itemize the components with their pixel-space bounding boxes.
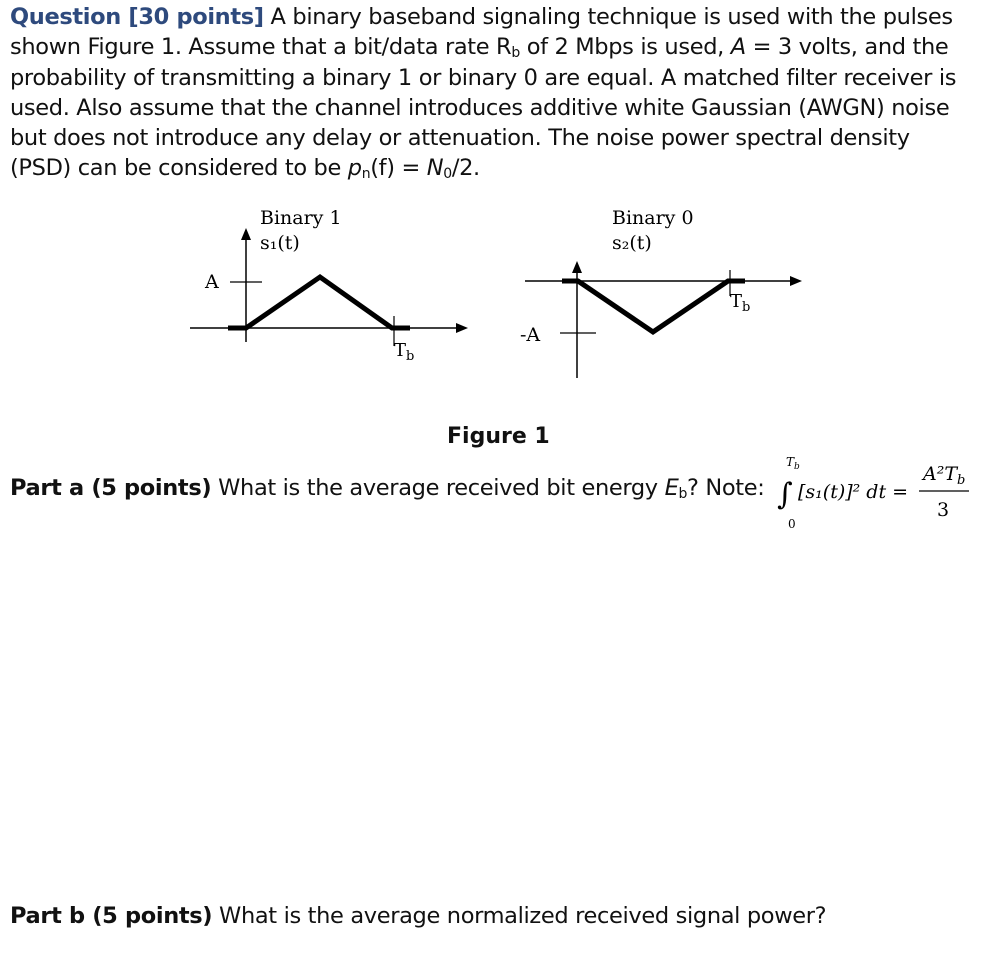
question-heading: Question [30 points] bbox=[10, 4, 264, 30]
part-a-text-2: ? Note: bbox=[687, 475, 765, 501]
question-text-5: /2. bbox=[451, 155, 480, 182]
n0-symbol: N bbox=[426, 155, 444, 182]
binary-0-y-arrow bbox=[572, 261, 582, 273]
part-b-text: What is the average normalized received signal power? bbox=[212, 903, 827, 929]
energy-formula bbox=[775, 450, 975, 535]
binary-0-waveform bbox=[562, 281, 745, 332]
binary-1-a-label: A bbox=[205, 271, 219, 293]
question-text-3: = 3 volts, and the probability of transmitting a binary 1 or binary 0 are equal. A matched filter receiver is used. Also assume that the channel introduces additive white Gaussian (AWGN) noise but does not introduce any delay or attenuation. The noise power spectral density (PSD) can be considered to be bbox=[10, 34, 957, 182]
binary-0-signal-label: s₂(t) bbox=[612, 232, 652, 254]
figure-caption: Figure 1 bbox=[447, 424, 550, 449]
binary-0-plot bbox=[520, 207, 802, 378]
psd-subscript: n bbox=[361, 166, 371, 183]
binary-1-waveform bbox=[228, 277, 410, 328]
binary-1-tb-label: $T_b$ bbox=[394, 340, 415, 364]
eb-symbol: E bbox=[664, 475, 679, 501]
binary-0-tb-label: $T_b$ bbox=[730, 291, 751, 315]
n0-subscript: 0 bbox=[443, 166, 452, 183]
integrand: [s₁(t)]² dt = bbox=[798, 481, 909, 503]
binary-0-neg-a-label: -A bbox=[520, 324, 541, 346]
question-text-1: A binary baseband signaling technique is used with the pulses shown Figure 1. Assume that a bit/data rate R bbox=[10, 4, 953, 61]
figure-1 bbox=[0, 190, 981, 390]
question-text-4: (f) = bbox=[370, 155, 427, 182]
part-b bbox=[10, 903, 826, 929]
question-paragraph bbox=[10, 2, 975, 184]
binary-1-title: Binary 1 bbox=[260, 207, 342, 229]
part-a-label: Part a (5 points) bbox=[10, 475, 212, 501]
part-a-text-1: What is the average received bit energy bbox=[211, 475, 665, 501]
integral-lower-limit: 0 bbox=[788, 517, 796, 531]
part-a bbox=[10, 475, 765, 501]
binary-1-plot bbox=[190, 207, 468, 364]
eb-subscript: b bbox=[678, 486, 688, 502]
part-b-label: Part b (5 points) bbox=[10, 903, 213, 929]
question-text-2: of 2 Mbps is used, bbox=[519, 34, 731, 61]
binary-1-y-arrow bbox=[241, 228, 251, 240]
rb-subscript: b bbox=[511, 45, 520, 62]
binary-1-signal-label: s₁(t) bbox=[260, 232, 300, 254]
fraction-denominator: 3 bbox=[937, 499, 950, 521]
binary-1-x-arrow bbox=[456, 323, 468, 333]
binary-0-title: Binary 0 bbox=[612, 207, 694, 229]
fraction-numerator: $A^2T_b$ bbox=[923, 463, 966, 488]
integral-sign: ∫ bbox=[777, 477, 793, 512]
psd-symbol: p bbox=[347, 155, 362, 182]
integral-upper-limit: $T_b$ bbox=[786, 455, 800, 472]
binary-0-x-arrow bbox=[790, 276, 802, 286]
a-symbol: A bbox=[730, 34, 746, 61]
